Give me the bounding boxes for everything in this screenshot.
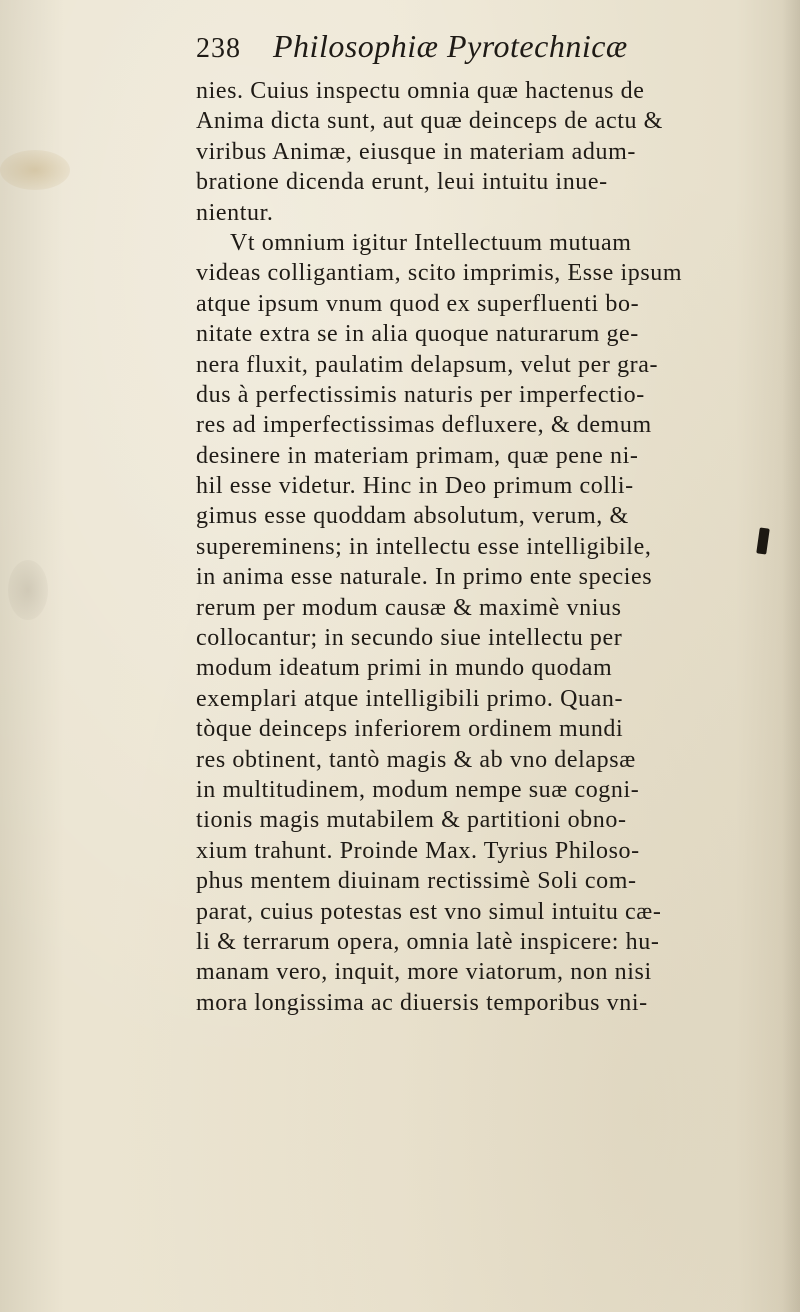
text-line: Vt omnium igitur Intellectuum mutuam	[230, 229, 632, 256]
text-line: xium trahunt. Proinde Max. Tyrius Philoso-	[196, 837, 640, 864]
text-line: mora longissima ac diuersis temporibus vni-	[196, 989, 648, 1016]
text-line: in multitudinem, modum nempe suæ cogni-	[196, 776, 640, 803]
body-text	[196, 76, 786, 1018]
text-line: videas colligantiam, scito imprimis, Esse ipsum	[196, 260, 683, 287]
text-line: tòque deinceps inferiorem ordinem mundi	[196, 716, 624, 743]
text-line: hil esse videtur. Hinc in Deo primum colli-	[196, 473, 634, 500]
text-line: parat, cuius potestas est vno simul intuitu cæ-	[196, 898, 662, 925]
text-line: li & terrarum opera, omnia latè inspicere: hu-	[196, 928, 660, 955]
text-line: res ad imperfectissimas defluxere, & demum	[196, 412, 652, 439]
text-line: nientur.	[196, 199, 274, 226]
running-title: Philosophiæ Pyrotechnicæ	[273, 28, 628, 64]
text-line: bratione dicenda erunt, leui intuitu inue-	[196, 169, 608, 196]
stain-mark	[8, 560, 48, 620]
text-line: nies. Cuius inspectu omnia quæ hactenus de	[196, 78, 645, 104]
text-line: Anima dicta sunt, aut quæ deinceps de actu &	[196, 108, 663, 135]
text-line: tionis magis mutabilem & partitioni obno-	[196, 807, 627, 834]
text-line: collocantur; in secundo siue intellectu per	[196, 625, 623, 652]
text-line: nitate extra se in alia quoque naturarum ge-	[196, 321, 639, 348]
text-line: atque ipsum vnum quod ex superfluenti bo-	[196, 290, 640, 317]
text-line: res obtinent, tantò magis & ab vno delapsæ	[196, 746, 636, 773]
text-line: exemplari atque intelligibili primo. Quan-	[196, 685, 624, 712]
text-line: rerum per modum causæ & maximè vnius	[196, 594, 622, 621]
text-line: in anima esse naturale. In primo ente species	[196, 564, 653, 591]
text-line: manam vero, inquit, more viatorum, non nisi	[196, 959, 652, 986]
text-line: desinere in materiam primam, quæ pene ni-	[196, 442, 639, 469]
stain-mark	[0, 150, 70, 190]
text-line: viribus Animæ, eiusque in materiam adum-	[196, 138, 636, 165]
text-line: nera fluxit, paulatim delapsum, velut per gra-	[196, 351, 659, 378]
text-line: dus à perfectissimis naturis per imperfectio-	[196, 381, 645, 408]
text-line: gimus esse quoddam absolutum, verum, &	[196, 503, 629, 530]
page-number: 238	[196, 33, 241, 64]
text-line: phus mentem diuinam rectissimè Soli com-	[196, 868, 637, 895]
page-header	[196, 28, 776, 80]
text-line: supereminens; in intellectu esse intelligibile,	[196, 533, 652, 560]
text-line: modum ideatum primi in mundo quodam	[196, 655, 613, 682]
